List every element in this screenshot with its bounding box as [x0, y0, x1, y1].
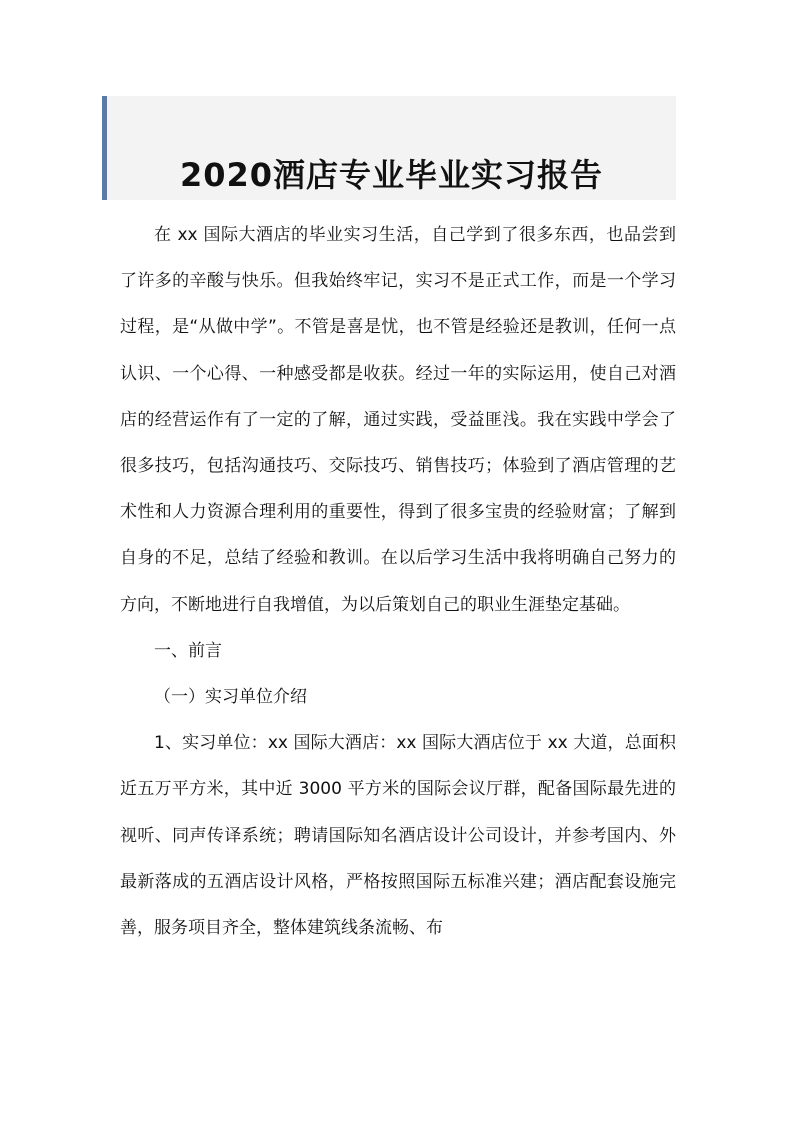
- document-body: [120, 212, 676, 951]
- document-title: 2020酒店专业毕业实习报告: [179, 156, 604, 194]
- intro-paragraph: 在 xx 国际大酒店的毕业实习生活，自己学到了很多东西，也品尝到了许多的辛酸与快乐。但我始终牢记，实习不是正式工作，而是一个学习过程，是“从做中学”。不管是喜是忧，也不管是经验还是教训，任何一点认识、一个心得、一种感受都是收获。经过一年的实际运用，使自己对酒店的经营运作有了一定的了解，通过实践，受益匪浅。我在实践中学会了很多技巧，包括沟通技巧、交际技巧、销售技巧；体验到了酒店管理的艺术性和人力资源合理利用的重要性，得到了很多宝贵的经验财富；了解到自身的不足，总结了经验和教训。在以后学习生活中我将明确自己努力的方向，不断地进行自我增值，为以后策划自己的职业生涯垫定基础。: [120, 225, 676, 615]
- section-heading-preface: 一、前言: [154, 640, 222, 661]
- subsection-heading-unit-intro: （一）实习单位介绍: [154, 687, 307, 708]
- unit-intro-paragraph: 1、实习单位：xx 国际大酒店：xx 国际大酒店位于 xx 大道，总面积近五万平方米，其中近 3000 平方米的国际会议厅群，配备国际最先进的视听、同声传译系统；聘请国际知名酒店设计公司设计，并参考国内、外最新落成的五酒店设计风格，严格按照国际五标准兴建；酒店配套设施完善，服务项目齐全，整体建筑线条流畅、布: [120, 733, 676, 939]
